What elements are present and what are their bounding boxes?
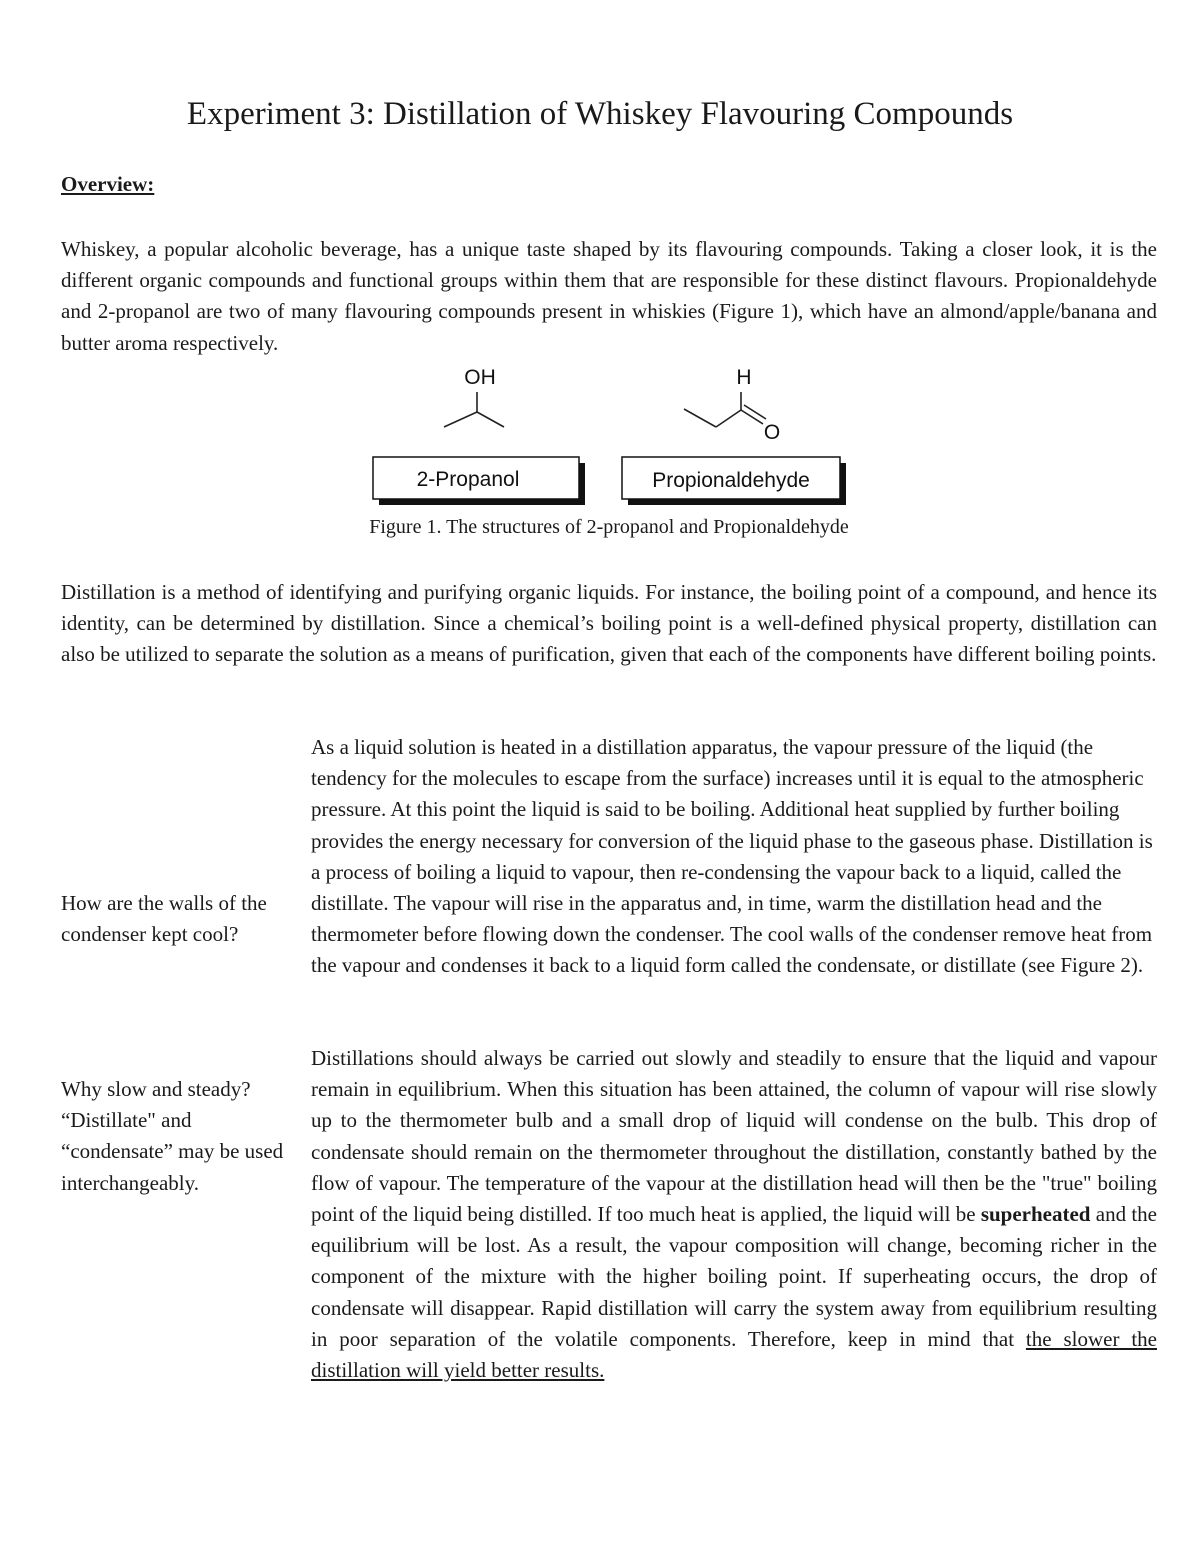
propanol-bond-right [477, 412, 504, 427]
slow-distillation-paragraph [311, 1043, 1157, 1386]
slower-better-underlined: the slower the distillation will yield better results. [311, 1326, 1157, 1383]
boiling-paragraph: As a liquid solution is heated in a distillation apparatus, the vapour pressure of the liquid (the tendency for the molecules to escape from the surface) increases until it is equal to the atmospheric pressure. At this point the liquid is said to be boiling. Additional heat supplied by further boiling provides the energy necessary for conversion of the liquid phase to the gaseous phase. Distillation is a process of boiling a liquid to vapour, then re-condensing the vapour back to a liquid, called the distillate. The vapour will rise in the apparatus and, in time, warm the distillation head and the thermometer before flowing down the condenser. The cool walls of the condenser remove heat from the vapour and condenses it back to a liquid form called the condensate, or distillate (see Figure 2). [311, 735, 1153, 978]
figure-1-caption: Figure 1. The structures of 2-propanol and Propionaldehyde [369, 516, 849, 538]
box-propionaldehyde-label: Propionaldehyde [652, 469, 810, 492]
propionaldehyde-double-bond-b [744, 405, 766, 419]
propionaldehyde-structure [684, 366, 780, 444]
slow-paragraph-part1: Distillations should always be carried out slowly and steadily to ensure that the liquid and vapour remain in equilibrium. When this situation has been attained, the column of vapour will rise slowly up to the thermometer bulb and a small drop of liquid will condense on the bulb. This drop of condensate should remain on the thermometer throughout the distillation, constantly bathed by the flow of vapour. The temperature of the vapour at the distillation head will then be the "true" boiling point of the liquid being distilled. If too much heat is applied, the liquid will be [311, 1046, 1157, 1227]
distillation-paragraph: Distillation is a method of identifying and purifying organic liquids. For instance, the boiling point of a compound, and hence its identity, can be determined by distillation. Since a chemical’s boiling point is a well-defined physical property, distillation can also be utilized to separate the solution as a means of purification, given that each of the components have different boiling points. [61, 580, 1157, 667]
propionaldehyde-o-label: O [763, 421, 781, 444]
box-2-propanol [373, 457, 585, 505]
propionaldehyde-double-bond-a [741, 410, 763, 424]
slow-paragraph-part2: and the equilibrium will be lost. As a result, the vapour composition will change, becoming richer in the component of the mixture with the higher boiling point. If superheating occurs, the drop of condensate will disappear. Rapid distillation will carry the system away from equilibrium resulting in poor separation of the volatile components. Therefore, keep in mind that [311, 1202, 1157, 1351]
margin-note-slow-steady: Why slow and steady? “Distillate" and “condensate” may be used interchangeably. [61, 1077, 284, 1195]
figure-1-structures [360, 362, 860, 512]
box-2-propanol-label: 2-Propanol [416, 468, 520, 491]
propanol-structure [444, 366, 504, 427]
propionaldehyde-h-label: H [736, 366, 752, 389]
document-title: Experiment 3: Distillation of Whiskey Flavouring Compounds [186, 96, 1014, 132]
box-propionaldehyde [622, 457, 846, 505]
propanol-oh-label: OH [464, 366, 496, 389]
overview-paragraph: Whiskey, a popular alcoholic beverage, has a unique taste shaped by its flavouring compounds. Taking a closer look, it is the different organic compounds and functional groups within them that are responsible for these distinct flavours. Propionaldehyde and 2-propanol are two of many flavouring compounds present in whiskies (Figure 1), which have an almond/apple/banana and butter aroma respectively. [61, 237, 1157, 355]
margin-note-condenser: How are the walls of the condenser kept cool? [61, 891, 267, 947]
propionaldehyde-bond-2 [716, 410, 741, 427]
propionaldehyde-bond-1 [684, 409, 716, 427]
overview-heading: Overview: [61, 172, 155, 196]
propanol-bond-left [444, 412, 477, 427]
superheated-bold: superheated [980, 1202, 1091, 1227]
